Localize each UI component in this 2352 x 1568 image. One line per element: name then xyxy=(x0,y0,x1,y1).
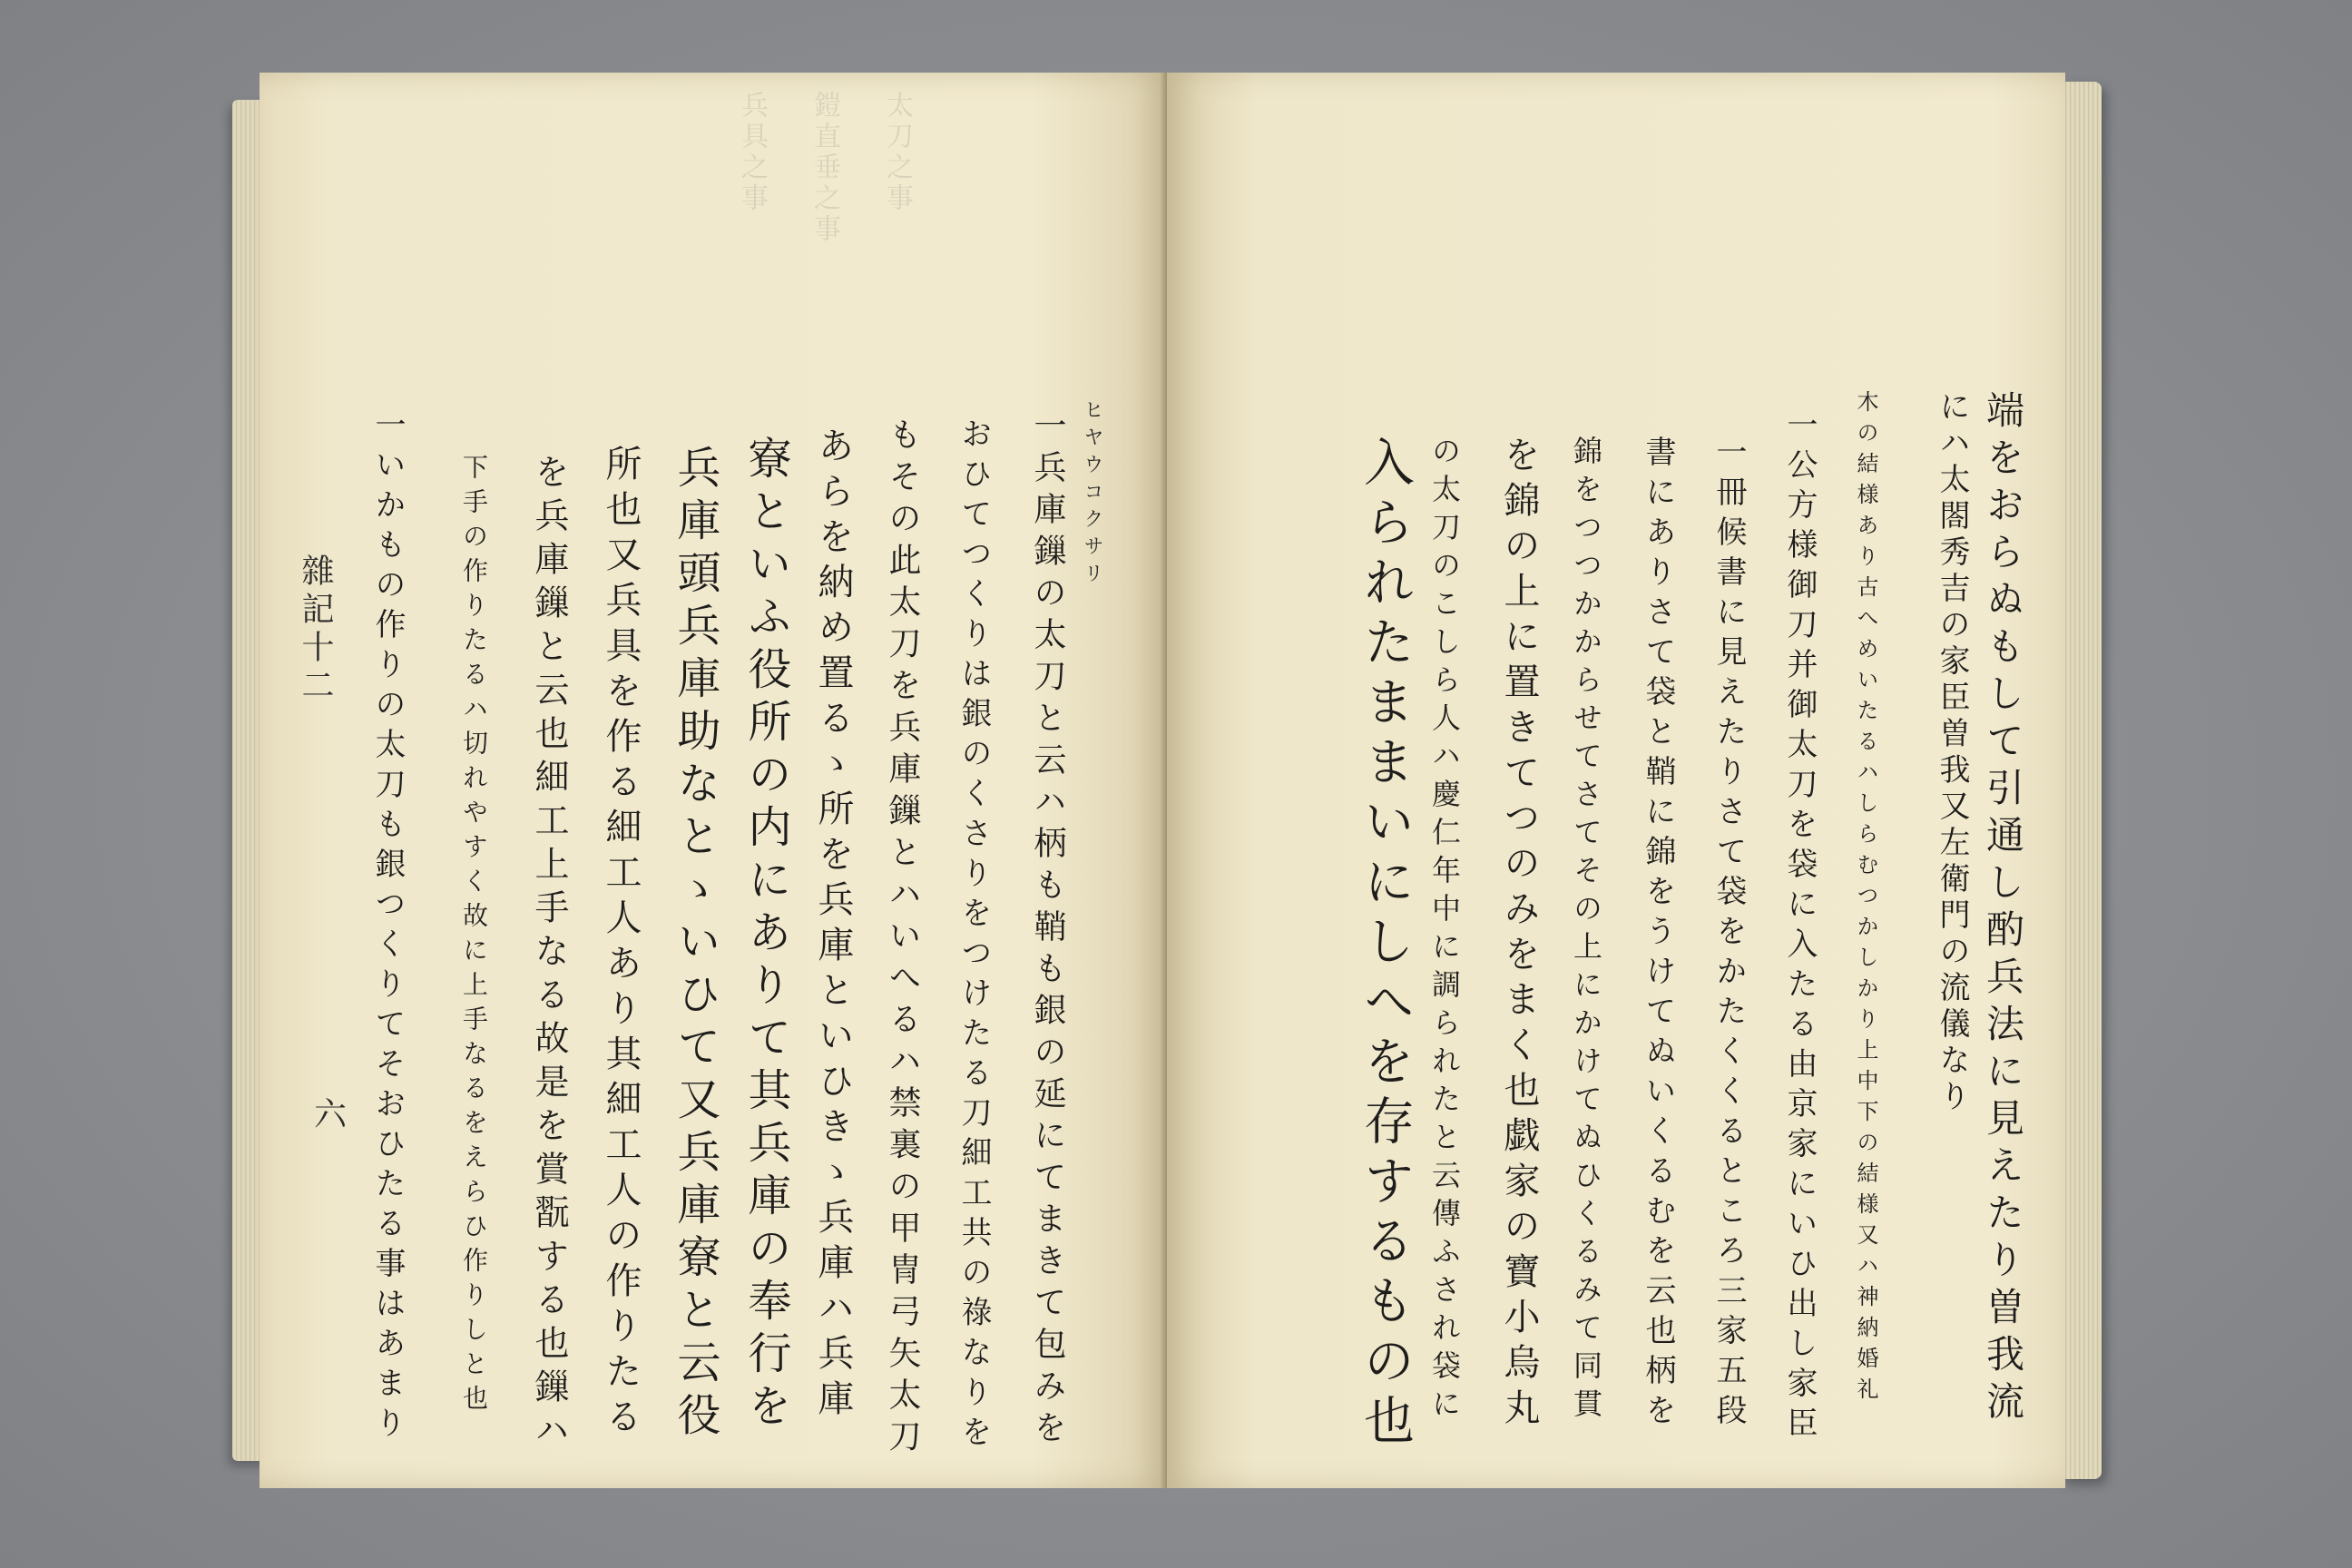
text-column-annotation: にハ太閤秀吉の家臣曽我又左衛門の流儀なり xyxy=(1934,390,1970,1116)
right-page xyxy=(1167,73,2065,1488)
text-column: を錦の上に置きてつのみをまく也戯家の寶小烏丸 xyxy=(1498,436,1540,1434)
right-page-edges xyxy=(2062,82,2102,1479)
text-column: 一いかもの作りの太刀も銀つくりてそおひたる事はあまり xyxy=(369,408,406,1446)
text-column: 木の結様あり古へめいたるハしらむつかしかり上中下の結様又ハ神納婚礼 xyxy=(1853,390,1878,1408)
text-column: 下手の作りたるハ切れやすく故に上手なるをえらひ作りしと也 xyxy=(459,454,489,1419)
bleed-through-text: 太刀之事 xyxy=(881,91,913,214)
text-column: 寮といふ役所の内にありて其兵庫の奉行を xyxy=(740,436,791,1436)
running-header: 雜記十二 xyxy=(297,554,334,706)
left-page xyxy=(260,73,1167,1488)
text-column: の太刀のこしら人ハ慶仁年中に調られたと云傳ふされ袋に xyxy=(1427,436,1462,1426)
text-column: 入られたままいにしへを存するもの也 xyxy=(1356,436,1415,1454)
furigana: ヒヤウコクサリ xyxy=(1081,399,1103,590)
text-column: おひてつくりは銀のくさりをつけたる刀細工共の祿なりを xyxy=(956,417,992,1455)
text-column: あらを納め置るゝ所を兵庫といひきゝ兵庫ハ兵庫 xyxy=(812,426,854,1425)
text-column: もその此太刀を兵庫鏁とハいへるハ禁裏の甲冑弓矢太刀 xyxy=(884,417,921,1461)
text-column: 錦をつつかからせてさてその上にかけてぬひくるみて同貫 xyxy=(1569,436,1603,1426)
text-column: 一冊候書に見えたりさて袋をかたくくるところ三家五段 xyxy=(1710,436,1747,1434)
text-column: 端をおらぬもして引通し酌兵法に見えたり曽我流 xyxy=(1981,390,2025,1428)
text-column: 一兵庫鏁の太刀と云ハ柄も鞘も銀の延にてまきて包みを xyxy=(1029,408,1066,1452)
bleed-through-text: 鎧直垂之事 xyxy=(808,91,840,245)
text-column: 書にありさて袋と鞘に錦をうけてぬいくるむを云也柄を xyxy=(1640,436,1676,1434)
text-column: を兵庫鏁と云也細工上手なる故是を賞翫する也鏁ハ xyxy=(529,454,569,1455)
folio-number: 六 xyxy=(314,1096,348,1133)
open-book xyxy=(232,73,2102,1488)
text-column: 一公方様御刀并御太刀を袋に入たる由京家にいひ出し家臣 xyxy=(1781,408,1818,1446)
text-column: 兵庫頭兵庫助なとゝいひて又兵庫寮と云役 xyxy=(670,445,720,1445)
bleed-through-text: 兵具之事 xyxy=(736,91,768,214)
text-column: 所也又兵具を作る細工人あり其細工人の作りたる xyxy=(600,445,642,1443)
